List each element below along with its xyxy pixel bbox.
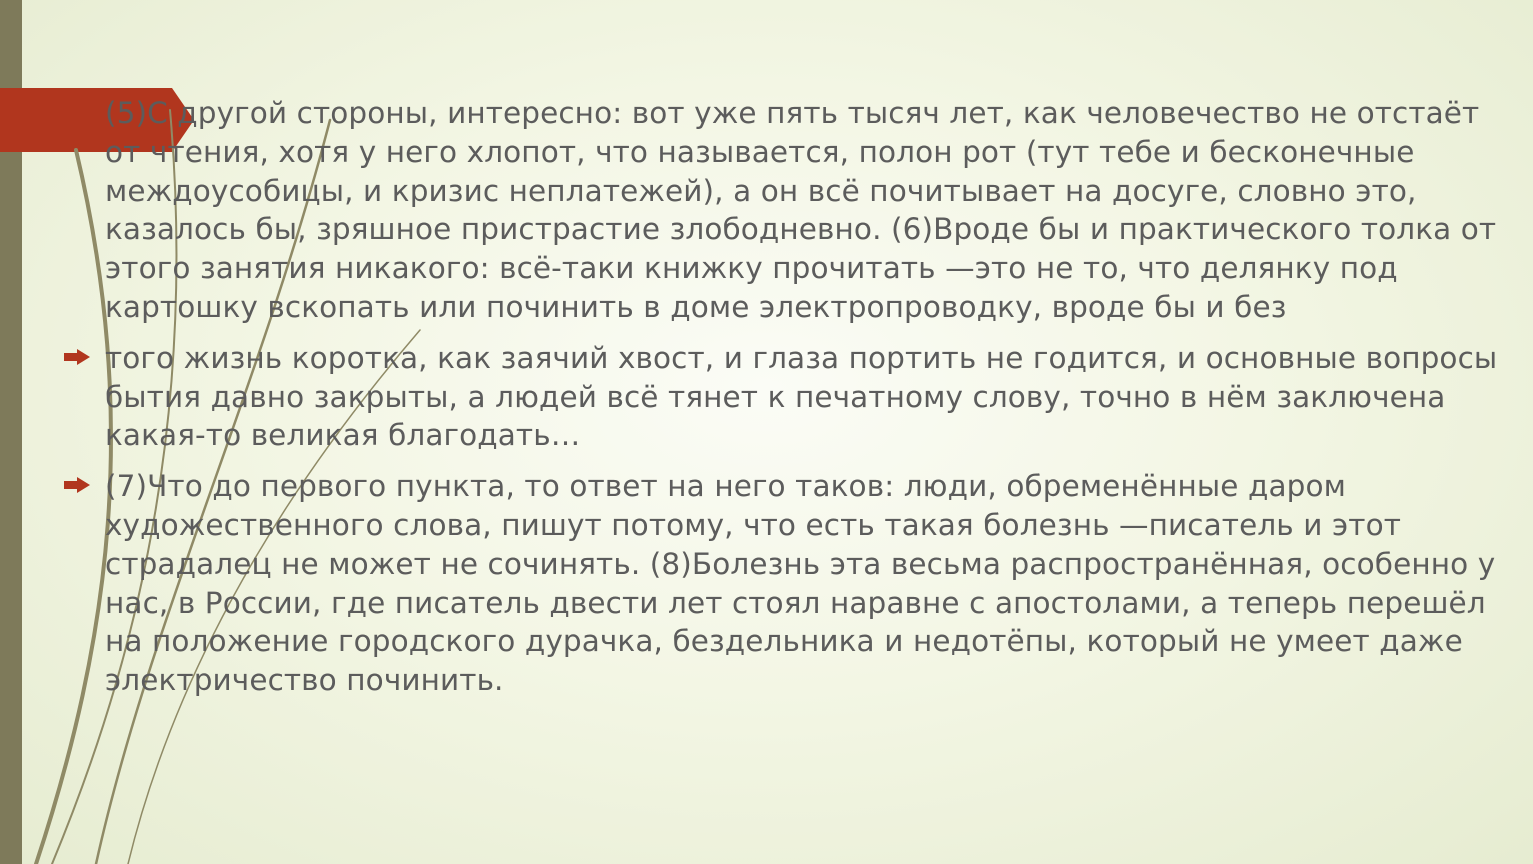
arrow-bullet-icon bbox=[64, 477, 90, 493]
paragraph-text: того жизнь коротка, как заячий хвост, и глаза портить не годится, и основные вопросы бытия давно закрыты, а людей всё тянет к печатному слову, точно в нём заключена какая-то великая благодать… bbox=[105, 340, 1498, 453]
paragraph-2 bbox=[64, 339, 1514, 455]
paragraph-3 bbox=[64, 467, 1514, 700]
slide-body bbox=[64, 94, 1514, 712]
paragraph-text: (5)С другой стороны, интересно: вот уже пять тысяч лет, как человечество не отстаёт от чтения, хотя у него хлопот, что называется, полон рот (тут тебе и бесконечные междоусобицы, и кризис неплатежей), а он всё почитывает на досуге, словно это, казалось бы, зряшное пристрастие злободневно. (6)Вроде бы и практического толка от этого занятия никакого: всё-таки книжку прочитать —это не то, что делянку под картошку вскопать или починить в доме электропроводку, вроде бы и без bbox=[105, 96, 1497, 324]
arrow-bullet-icon bbox=[64, 349, 90, 365]
paragraph-1 bbox=[64, 94, 1514, 327]
paragraph-text: (7)Что до первого пункта, то ответ на него таков: люди, обременённые даром художественного слова, пишут потому, что есть такая болезнь —писатель и этот страдалец не может не сочинять. (8)Болезнь эта весьма распространённая, особенно у нас, в России, где писатель двести лет стоял наравне с апостолами, а теперь перешёл на положение городского дурачка, бездельника и недотёпы, который не умеет даже электричество починить. bbox=[105, 469, 1496, 698]
